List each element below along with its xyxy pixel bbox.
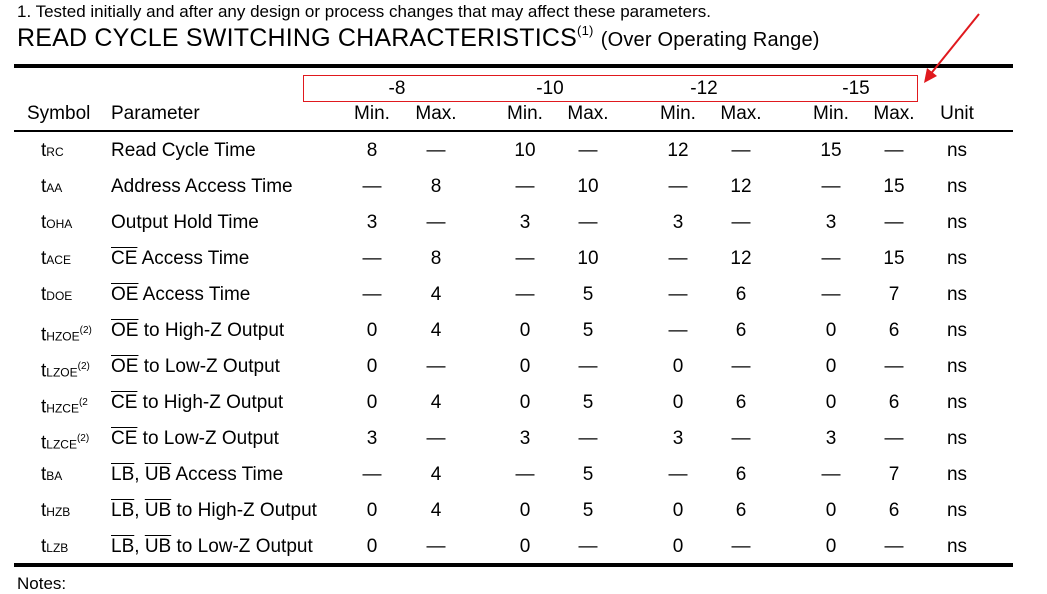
max-value-cell: 6 [735, 464, 747, 485]
parameter-text: Access Time [171, 464, 284, 485]
parameter-separator: , [134, 536, 145, 557]
parameter-signal: $\overline{UB}$ [144, 464, 172, 485]
max-value-cell: 7 [888, 464, 900, 485]
symbol-cell [41, 464, 62, 487]
header-unit: Unit [940, 103, 974, 124]
max-value-cell: — [731, 356, 751, 377]
max-value-cell: 15 [883, 248, 905, 269]
max-value-cell: 10 [577, 248, 599, 269]
min-value-cell: 0 [825, 536, 837, 557]
min-value-cell: 0 [366, 500, 378, 521]
unit-cell: ns [946, 500, 968, 521]
max-value-cell: 12 [730, 176, 752, 197]
min-value-cell: 0 [672, 536, 684, 557]
header-parameter: Parameter [111, 103, 200, 124]
symbol-cell [41, 320, 92, 347]
section-title [17, 24, 820, 53]
title-main: READ CYCLE SWITCHING CHARACTERISTICS [17, 24, 578, 52]
min-value-cell: — [668, 284, 688, 305]
parameter-cell [111, 212, 259, 234]
symbol-cell [41, 248, 71, 271]
header-rule [14, 130, 1013, 132]
max-value-cell: — [578, 428, 598, 449]
max-value-cell: — [884, 140, 904, 161]
max-value-cell: — [578, 140, 598, 161]
symbol-cell [41, 284, 72, 307]
symbol-cell [41, 428, 89, 455]
max-value-cell: — [884, 428, 904, 449]
min-value-cell: 0 [672, 500, 684, 521]
parameter-separator: , [134, 500, 145, 521]
group-header-10: -10 [536, 78, 564, 99]
symbol-t: t [41, 176, 47, 197]
max-value-cell: — [731, 536, 751, 557]
parameter-signal: $\overline{UB}$ [144, 500, 172, 521]
symbol-cell [41, 176, 62, 199]
min-value-cell: 0 [672, 356, 684, 377]
title-footnote-ref: (1) [577, 22, 594, 38]
header-min: Min. [813, 103, 849, 124]
group-header-12: -12 [690, 78, 718, 99]
max-value-cell: 7 [888, 284, 900, 305]
symbol-footnote-ref: (2) [77, 361, 90, 372]
parameter-signal: $\overline{CE}$ [111, 392, 138, 413]
symbol-cell [41, 392, 88, 419]
unit-cell: ns [946, 248, 968, 269]
parameter-separator: , [134, 464, 145, 485]
header-max: Max. [873, 103, 915, 124]
max-value-cell: 10 [577, 176, 599, 197]
parameter-signal: $\overline{LB}$ [111, 536, 135, 557]
min-value-cell: 0 [366, 536, 378, 557]
header-symbol: Symbol [27, 103, 91, 124]
max-value-cell: 6 [888, 320, 900, 341]
parameter-cell [111, 320, 284, 342]
max-value-cell: 4 [430, 500, 442, 521]
min-value-cell: 3 [366, 212, 378, 233]
parameter-cell [111, 248, 249, 270]
table-bottom-rule [14, 563, 1013, 567]
min-value-cell: 0 [825, 392, 837, 413]
symbol-cell [41, 500, 70, 523]
parameter-text: to High-Z Output [137, 392, 284, 413]
parameter-cell [111, 428, 279, 450]
header-max: Max. [720, 103, 762, 124]
parameter-text: to Low-Z Output [138, 356, 280, 377]
symbol-footnote-ref: (2) [76, 433, 90, 444]
symbol-footnote-ref: (2 [78, 397, 88, 408]
symbol-t: t [41, 432, 47, 454]
symbol-cell [41, 536, 68, 559]
symbol-t: t [41, 396, 47, 418]
symbol-t: t [41, 284, 47, 305]
symbol-t: t [41, 500, 47, 521]
symbol-subscript: LZOE [46, 365, 78, 380]
table-top-rule [14, 64, 1013, 68]
max-value-cell: — [426, 356, 446, 377]
min-value-cell: — [515, 248, 535, 269]
min-value-cell: 0 [825, 500, 837, 521]
min-value-cell: — [515, 464, 535, 485]
parameter-signal: $\overline{CE}$ [111, 428, 138, 449]
unit-cell: ns [946, 140, 968, 161]
unit-cell: ns [946, 176, 968, 197]
min-value-cell: 0 [825, 320, 837, 341]
max-value-cell: 5 [582, 500, 594, 521]
max-value-cell: 6 [735, 500, 747, 521]
max-value-cell: — [731, 428, 751, 449]
symbol-t: t [41, 536, 47, 557]
symbol-t: t [41, 360, 47, 382]
symbol-subscript: HZB [46, 505, 71, 519]
parameter-signal: $\overline{LB}$ [111, 500, 135, 521]
max-value-cell: 6 [888, 500, 900, 521]
unit-cell: ns [946, 284, 968, 305]
min-value-cell: — [821, 284, 841, 305]
max-value-cell: 5 [582, 284, 594, 305]
parameter-signal: $\overline{OE}$ [111, 284, 139, 305]
max-value-cell: 6 [735, 320, 747, 341]
parameter-signal: $\overline{OE}$ [111, 320, 139, 341]
title-subtitle: (Over Operating Range) [600, 29, 820, 51]
max-value-cell: — [426, 140, 446, 161]
min-value-cell: 0 [366, 356, 378, 377]
min-value-cell: — [515, 284, 535, 305]
max-value-cell: — [884, 212, 904, 233]
min-value-cell: 0 [519, 392, 531, 413]
min-value-cell: 3 [672, 212, 684, 233]
max-value-cell: 6 [888, 392, 900, 413]
unit-cell: ns [946, 428, 968, 449]
parameter-text: Access Time [138, 284, 251, 305]
max-value-cell: — [731, 212, 751, 233]
parameter-cell [111, 392, 283, 414]
symbol-t: t [41, 248, 47, 269]
parameter-text: to High-Z Output [138, 320, 285, 341]
symbol-subscript: HZOE [46, 329, 80, 344]
header-min: Min. [354, 103, 390, 124]
min-value-cell: — [515, 176, 535, 197]
symbol-t: t [41, 212, 47, 233]
min-value-cell: 3 [519, 212, 531, 233]
unit-cell: ns [946, 320, 968, 341]
min-value-cell: — [821, 464, 841, 485]
symbol-footnote-ref: (2) [79, 325, 92, 336]
symbol-subscript: LZB [46, 541, 69, 555]
symbol-subscript: OHA [46, 217, 73, 231]
max-value-cell: — [426, 212, 446, 233]
parameter-text: to Low-Z Output [137, 428, 279, 449]
min-value-cell: 0 [519, 500, 531, 521]
symbol-subscript: RC [46, 145, 64, 159]
unit-cell: ns [946, 212, 968, 233]
min-value-cell: — [362, 464, 382, 485]
max-value-cell: — [884, 356, 904, 377]
parameter-cell [111, 176, 293, 198]
group-header-15: -15 [842, 78, 870, 99]
max-value-cell: 4 [430, 284, 442, 305]
footnote-text: 1. Tested initially and after any design or process changes that may affect these parameters. [17, 2, 711, 21]
parameter-signal: $\overline{CE}$ [111, 248, 138, 269]
symbol-cell [41, 212, 72, 235]
parameter-cell [111, 464, 283, 486]
max-value-cell: 8 [430, 176, 442, 197]
min-value-cell: — [668, 248, 688, 269]
max-value-cell: — [884, 536, 904, 557]
min-value-cell: 3 [825, 428, 837, 449]
parameter-cell [111, 500, 317, 522]
max-value-cell: — [731, 140, 751, 161]
header-max: Max. [567, 103, 609, 124]
min-value-cell: 3 [825, 212, 837, 233]
min-value-cell: 3 [366, 428, 378, 449]
symbol-t: t [41, 140, 47, 161]
group-header-8: -8 [388, 78, 406, 99]
symbol-subscript: LZCE [46, 437, 77, 452]
notes-label: Notes: [17, 574, 67, 593]
symbol-subscript: DOE [46, 289, 73, 303]
header-min: Min. [507, 103, 543, 124]
min-value-cell: — [668, 464, 688, 485]
parameter-cell [111, 284, 250, 306]
max-value-cell: — [578, 536, 598, 557]
max-value-cell: 12 [730, 248, 752, 269]
max-value-cell: 4 [430, 464, 442, 485]
symbol-cell [41, 140, 64, 163]
max-value-cell: 4 [430, 320, 442, 341]
max-value-cell: 6 [735, 392, 747, 413]
max-value-cell: — [578, 212, 598, 233]
min-value-cell: — [821, 248, 841, 269]
parameter-cell [111, 356, 280, 378]
unit-cell: ns [946, 356, 968, 377]
max-value-cell: — [578, 356, 598, 377]
unit-cell: ns [946, 464, 968, 485]
max-value-cell: — [426, 536, 446, 557]
parameter-signal: $\overline{LB}$ [111, 464, 135, 485]
min-value-cell: 0 [366, 320, 378, 341]
min-value-cell: 3 [672, 428, 684, 449]
parameter-text: Access Time [137, 248, 250, 269]
max-value-cell: 5 [582, 464, 594, 485]
min-value-cell: 0 [519, 320, 531, 341]
parameter-cell [111, 536, 313, 558]
min-value-cell: — [668, 176, 688, 197]
unit-cell: ns [946, 536, 968, 557]
symbol-t: t [41, 464, 47, 485]
parameter-cell [111, 140, 256, 162]
min-value-cell: 0 [519, 536, 531, 557]
parameter-text: to High-Z Output [171, 500, 317, 521]
min-value-cell: — [821, 176, 841, 197]
min-value-cell: — [362, 176, 382, 197]
min-value-cell: 15 [820, 140, 842, 161]
annotation-highlight-box [303, 75, 918, 102]
min-value-cell: 0 [519, 356, 531, 377]
parameter-text: Address Access Time [111, 176, 293, 197]
parameter-text: to Low-Z Output [171, 536, 313, 557]
min-value-cell: — [362, 284, 382, 305]
max-value-cell: 6 [735, 284, 747, 305]
header-max: Max. [415, 103, 457, 124]
parameter-text: Read Cycle Time [111, 140, 256, 161]
max-value-cell: 8 [430, 248, 442, 269]
max-value-cell: 4 [430, 392, 442, 413]
symbol-t: t [41, 324, 47, 346]
min-value-cell: 12 [667, 140, 689, 161]
max-value-cell: 15 [883, 176, 905, 197]
min-value-cell: — [362, 248, 382, 269]
min-value-cell: 8 [366, 140, 378, 161]
min-value-cell: 10 [514, 140, 536, 161]
max-value-cell: 5 [582, 392, 594, 413]
parameter-text: Output Hold Time [111, 212, 259, 233]
parameter-signal: $\overline{UB}$ [144, 536, 172, 557]
symbol-subscript: BA [46, 469, 63, 483]
min-value-cell: 0 [672, 392, 684, 413]
parameter-signal: $\overline{OE}$ [111, 356, 139, 377]
header-min: Min. [660, 103, 696, 124]
max-value-cell: 5 [582, 320, 594, 341]
symbol-subscript: AA [46, 181, 63, 195]
symbol-subscript: ACE [46, 253, 71, 267]
symbol-cell [41, 356, 90, 383]
min-value-cell: 0 [366, 392, 378, 413]
max-value-cell: — [426, 428, 446, 449]
unit-cell: ns [946, 392, 968, 413]
min-value-cell: — [668, 320, 688, 341]
symbol-subscript: HZCE [46, 401, 79, 416]
min-value-cell: 3 [519, 428, 531, 449]
min-value-cell: 0 [825, 356, 837, 377]
annotation-arrow [915, 8, 985, 88]
